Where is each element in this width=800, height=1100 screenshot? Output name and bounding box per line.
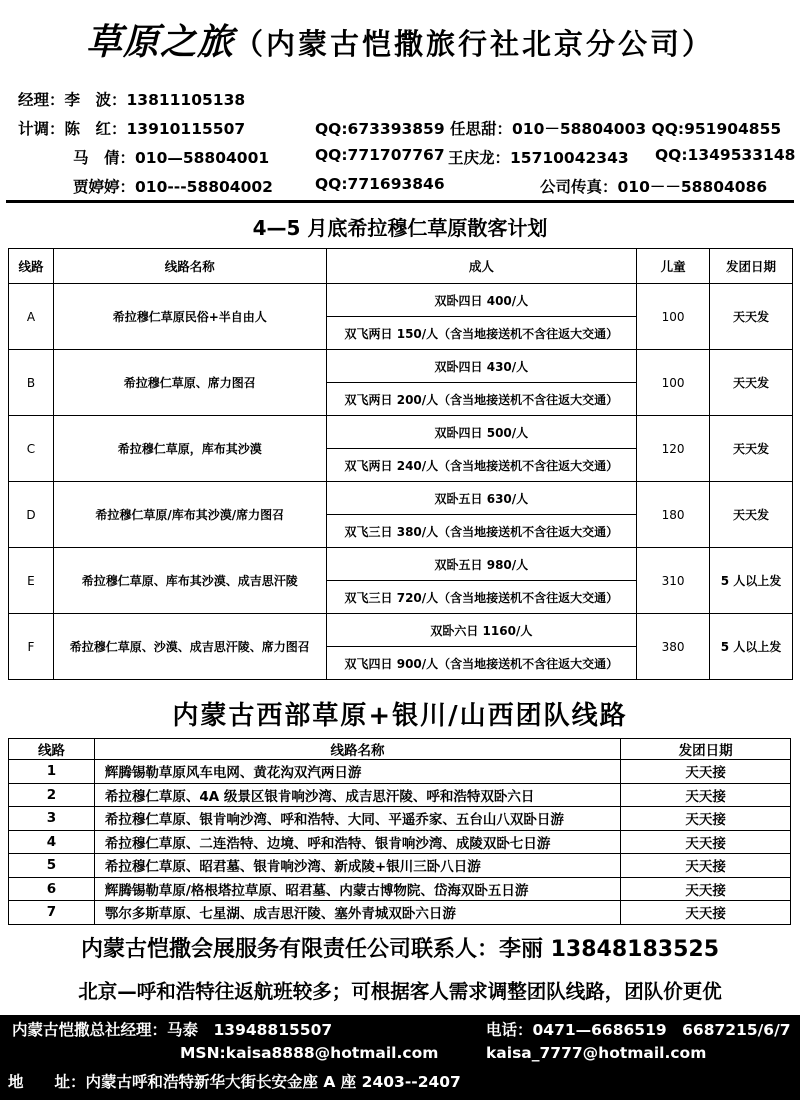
contact-row2-qq: QQ:771707767 [315,146,445,164]
divider [6,200,794,203]
departure-date: 天天发 [710,284,793,350]
departure-date: 天天接 [621,901,791,925]
route-name: 希拉穆仁草原，库布其沙漠 [53,416,326,482]
route-code: 7 [9,901,95,925]
departure-date: 天天接 [621,783,791,807]
departure-date: 天天接 [621,807,791,831]
notice-text: 北京—呼和浩特往返航班较多；可根据客人需求调整团队线路，团队价更优 [78,980,722,1003]
contact-row2-mid: 王庆龙：15710042343 [448,149,629,167]
tour-plan-table [8,248,793,680]
contact-row1-left: 计调：陈 红：13910115507 [18,120,246,138]
adult-price-sleeper: 双卧五日 980/人 [326,548,637,581]
route-code: F [9,614,54,680]
footer-manager: 内蒙古恺撒总社经理：马泰 13948815507 [12,1021,333,1039]
contact-row3-left: 贾婷婷：010---58804002 [73,178,273,196]
section1-title: 4—5 月底希拉穆仁草原散客计划 [252,216,548,240]
table-row [9,548,793,581]
route-name: 希拉穆仁草原、席力图召 [53,350,326,416]
departure-date: 天天发 [710,350,793,416]
route-code: 3 [9,807,95,831]
page-title [0,14,800,65]
departure-date: 天天接 [621,830,791,854]
route-code: 6 [9,877,95,901]
contact-manager: 经理：李 波：13811105138 [18,91,246,109]
route-name: 辉腾锡勒草原/格根塔拉草原、昭君墓、内蒙古博物院、岱海双卧五日游 [94,877,620,901]
departure-date: 5 人以上发 [710,614,793,680]
table-row [9,854,791,878]
footer-phone: 电话：0471—6686519 6687215/6/7 [486,1021,791,1039]
adult-price-sleeper: 双卧四日 400/人 [326,284,637,317]
title-main: 草原之旅 [85,22,234,63]
header-adult: 成人 [326,249,637,284]
contact-row2-right: QQ:1349533148 [655,146,796,164]
route-code: 1 [9,760,95,784]
footer-email: kaisa_7777@hotmail.com [486,1044,707,1062]
header-date: 发团日期 [710,249,793,284]
adult-price-sleeper: 双卧四日 430/人 [326,350,637,383]
table-row [9,350,793,383]
header-line: 线路 [9,249,54,284]
contact-row3-right: 公司传真：010－－58804086 [540,178,768,196]
header-date: 发团日期 [621,739,791,760]
adult-price-flight: 双飞两日 200/人（含当地接送机不含往返大交通） [326,383,637,416]
table-row [9,760,791,784]
route-code: B [9,350,54,416]
header-child: 儿童 [637,249,710,284]
child-price: 120 [637,416,710,482]
route-name: 希拉穆仁草原、沙漠、成吉思汗陵、席力图召 [53,614,326,680]
header-name: 线路名称 [53,249,326,284]
departure-date: 天天接 [621,877,791,901]
route-code: D [9,482,54,548]
adult-price-flight: 双飞三日 380/人（含当地接送机不含往返大交通） [326,515,637,548]
route-code: 4 [9,830,95,854]
table-row [9,482,793,515]
route-name: 希拉穆仁草原、库布其沙漠、成吉思汗陵 [53,548,326,614]
child-price: 100 [637,350,710,416]
route-name: 希拉穆仁草原、银肯响沙湾、呼和浩特、大同、平遥乔家、五台山八双卧日游 [94,807,620,831]
contact-row3-qq: QQ:771693846 [315,175,445,193]
route-name: 希拉穆仁草原、4A 级景区银肯响沙湾、成吉思汗陵、呼和浩特双卧六日 [94,783,620,807]
child-price: 380 [637,614,710,680]
table-row [9,830,791,854]
route-code: 2 [9,783,95,807]
table-row [9,614,793,647]
child-price: 180 [637,482,710,548]
adult-price-flight: 双飞两日 150/人（含当地接送机不含往返大交通） [326,317,637,350]
route-name: 希拉穆仁草原民俗+半自由人 [53,284,326,350]
contact-row2-left: 马 倩：010—58804001 [73,149,270,167]
route-code: A [9,284,54,350]
table-row [9,783,791,807]
departure-date: 天天接 [621,854,791,878]
route-name: 辉腾锡勒草原风车电网、黄花沟双汽两日游 [94,760,620,784]
header-line: 线路 [9,739,95,760]
departure-date: 天天接 [621,760,791,784]
route-code: E [9,548,54,614]
adult-price-flight: 双飞三日 720/人（含当地接送机不含往返大交通） [326,581,637,614]
adult-price-sleeper: 双卧四日 500/人 [326,416,637,449]
adult-price-sleeper: 双卧五日 630/人 [326,482,637,515]
route-name: 希拉穆仁草原、二连浩特、边境、呼和浩特、银肯响沙湾、成陵双卧七日游 [94,830,620,854]
route-code: C [9,416,54,482]
route-name: 鄂尔多斯草原、七星湖、成吉思汗陵、塞外青城双卧六日游 [94,901,620,925]
contact-row1-mid: QQ:673393859 任思甜：010－58804003 QQ:951904855 [315,120,782,138]
footer-msn: MSN:kaisa8888@hotmail.com [180,1044,439,1062]
child-price: 310 [637,548,710,614]
footer [0,1015,800,1100]
table-row [9,901,791,925]
adult-price-flight: 双飞四日 900/人（含当地接送机不含往返大交通） [326,647,637,680]
footer-address: 地 址：内蒙古呼和浩特新华大街长安金座 A 座 2403--2407 [8,1073,461,1091]
adult-price-flight: 双飞两日 240/人（含当地接送机不含往返大交通） [326,449,637,482]
departure-date: 天天发 [710,482,793,548]
contact-line: 内蒙古恺撒会展服务有限责任公司联系人：李丽 13848183525 [80,937,720,962]
child-price: 100 [637,284,710,350]
group-tour-table [8,738,791,925]
title-subtitle: （内蒙古恺撒旅行社北京分公司） [234,27,715,61]
route-name: 希拉穆仁草原/库布其沙漠/席力图召 [53,482,326,548]
departure-date: 天天发 [710,416,793,482]
table-header-row [9,249,793,284]
table-row [9,284,793,317]
route-name: 希拉穆仁草原、昭君墓、银肯响沙湾、新成陵+银川三卧八日游 [94,854,620,878]
table-header-row [9,739,791,760]
table-row [9,877,791,901]
table-row [9,807,791,831]
adult-price-sleeper: 双卧六日 1160/人 [326,614,637,647]
route-code: 5 [9,854,95,878]
table-row [9,416,793,449]
departure-date: 5 人以上发 [710,548,793,614]
header-name: 线路名称 [94,739,620,760]
section2-title: 内蒙古西部草原+银川/山西团队线路 [172,701,628,731]
